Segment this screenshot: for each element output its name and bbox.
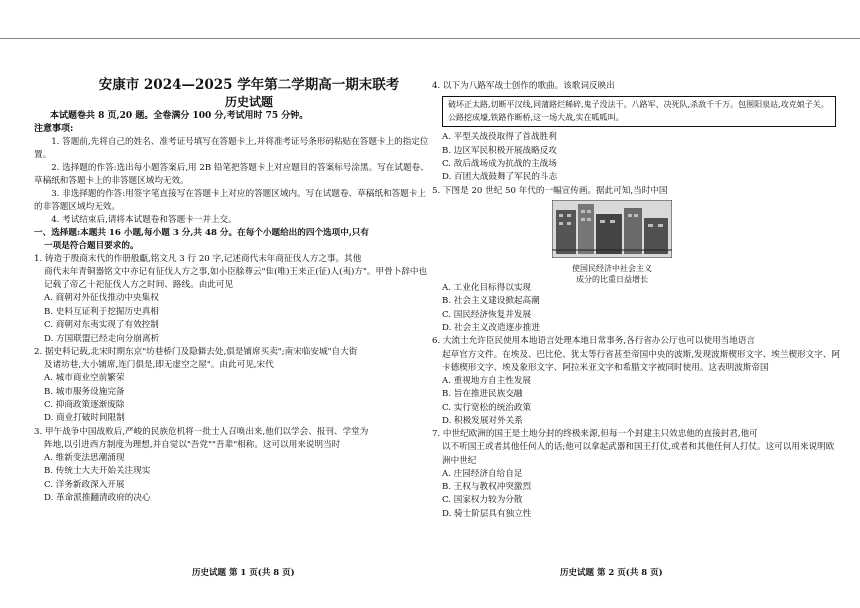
question-stem-cont: 阵地,以引进西方制度为理想,并自觉以"吾党""吾辈"相称。这可以用来说明当时 (44, 439, 341, 450)
question-stem: 7. 中世纪欧洲的国王是土地分封的终极来源,但每一个封建主只效忠他的直接封君,他可 (432, 429, 758, 440)
top-rule (0, 38, 860, 39)
question-stem: 1. 铸造于殷商末代的作册般甗,铭文凡 3 行 20 字,记述商代末年商征伐人方之事。其他 (34, 254, 362, 264)
option-a: A. 城市商业空前繁荣 (44, 373, 125, 384)
notice-item: 2. 选择题的作答:选出每小题答案后,用 2B 铅笔把答题卡上对应题目的答案标号涂黑。写在试题卷、草稿纸和答题卡上的非答题区域均无效。 (34, 163, 429, 186)
question-stem: 3. 甲午战争中国战败后,严峻的民族危机将一批士人召唤出来,他们以学会、报刊、学堂为 (34, 426, 369, 437)
question-stem: 6. 大流士允许臣民使用本地语言处理本地日常事务,各行省办公厅也可以使用当地语言 (432, 336, 756, 347)
option-a: A. 工业化目标得以实现 (442, 282, 532, 293)
option-c: C. 商朝对东夷实现了有效控制 (44, 320, 159, 331)
notice-item: 1. 答题前,先将自己的姓名、准考证号填写在答题卡上,并将准考证号条形码粘贴在答题卡上的指定位置。 (34, 137, 429, 160)
option-b: B. 传统士大夫开始关注现实 (44, 466, 151, 477)
page-footer-left: 历史试题 第 1 页(共 8 页) (192, 568, 295, 578)
option-a: A. 庄园经济自给自足 (442, 468, 523, 479)
page-2-column (432, 80, 842, 521)
question-stem-cont: 以不听国王或者其他任何人的话;他可以拿起武器和国王打仗,或者和其他任何人打仗。这可以用来说明欧洲中世纪 (442, 442, 835, 466)
exam-subtitle: 历史试题 (224, 95, 273, 109)
question-stem: 4. 以下为八路军战士创作的歌曲。该歌词反映出 (432, 81, 615, 91)
option-b: B. 城市服务设施完备 (44, 386, 125, 397)
question-stem-cont: 及诸坊巷,大小铺席,连门俱是,即无虚空之屋"。由此可见,宋代 (44, 360, 274, 370)
option-a: A. 平型关战役取得了首战胜利 (442, 132, 557, 143)
option-d: D. 商业打破时间限制 (44, 413, 125, 424)
option-c: C. 敌后战场成为抗战的主战场 (442, 158, 557, 169)
page-1-column (34, 76, 434, 506)
option-c: C. 洋务新政深入开展 (44, 479, 125, 490)
option-d: D. 骑士阶层具有独立性 (442, 508, 532, 519)
option-b: B. 旨在推进民族交融 (442, 389, 523, 400)
option-a: A. 维新变法思潮涌现 (44, 452, 125, 463)
question-5 (432, 185, 842, 336)
question-stem: 2. 据史料记载,北宋时期东京"坊巷桥门及隐僻去处,俱是铺席买卖";南宋临安城"自大街 (34, 346, 358, 357)
notice-item: 3. 非选择题的作答:用签字笔直接写在答题卡上对应的答题区域内。写在试题卷、草稿纸和答题卡上的非答题区域均无效。 (34, 189, 426, 212)
option-d: D. 百团大战鼓舞了军民的斗志 (442, 172, 558, 183)
question-stem-cont: 商代末年青铜器铭文中亦记有征伐人方之事,如小臣艅尊云"隹(唯)王来正(征)人(夷)方"。甲骨卜辞中也记载了帝乙十祀征伐人方之时间、路线。由此可见 (44, 267, 428, 291)
section-heading: 一、选择题:本题共 16 小题,每小题 3 分,共 48 分。在每个小题给出的四个选项中,只有 一项是符合题目要求的。 (34, 228, 369, 251)
lyrics-box: 破坏正太路,切断平汉线,同蒲路烂稀碎,鬼子没法干。八路军、决死队,杀敌千千万。包围阳泉站,攻克娘子关。公路挖成壕,铁路作断桥,这一场大战,实在呱呱叫。 (442, 96, 836, 127)
option-a: A. 重视地方自主性发展 (442, 375, 532, 386)
exam-meta: 本试题卷共 8 页,20 题。全卷满分 100 分,考试用时 75 分钟。 (50, 111, 309, 121)
question-stem: 5. 下图是 20 世纪 50 年代的一幅宣传画。据此可知,当时中国 (432, 185, 668, 196)
option-b: B. 史料互证利于挖掘历史真相 (44, 306, 159, 317)
option-b: B. 边区军民积极开展战略反攻 (442, 145, 557, 156)
option-d: D. 革命派推翻清政府的决心 (44, 493, 151, 504)
question-7 (432, 428, 842, 521)
option-a: A. 商朝对外征伐推动中央集权 (44, 293, 159, 304)
notice-heading: 注意事项: (34, 124, 74, 134)
poster-caption-1: 使国民经济中社会主义 (572, 263, 652, 273)
question-2 (34, 346, 434, 426)
option-b: B. 社会主义建设掀起高潮 (442, 296, 540, 307)
option-c: C. 国民经济恢复并发展 (442, 309, 532, 320)
option-d: D. 方国联盟已经走向分崩离析 (44, 333, 160, 344)
question-stem-cont: 起草官方文件。在埃及、巴比伦、犹太等行省甚至帝国中央的波斯,发现波斯楔形文字、埃兰楔形文字、阿卡德楔形文字、埃及象形文字、阿拉米亚文字和希腊文字被同时使用。这表明波斯帝国 (442, 349, 841, 373)
question-6 (432, 335, 842, 428)
notice-item: 4. 考试结束后,请将本试题卷和答题卡一并上交。 (51, 215, 237, 225)
propaganda-poster (552, 200, 672, 284)
option-c: C. 抑商政策逐渐废除 (44, 399, 125, 410)
option-c: C. 国家权力较为分散 (442, 495, 523, 506)
question-1 (34, 253, 434, 346)
poster-illustration (552, 200, 672, 258)
option-d: D. 积极发展对外关系 (442, 415, 523, 426)
option-b: B. 王权与教权冲突激烈 (442, 482, 532, 493)
question-4 (432, 80, 842, 185)
exam-title: 安康市 2024—2025 学年第二学期高一期末联考 (98, 77, 400, 93)
poster-caption-2: 成分的比重日益增长 (576, 274, 648, 284)
question-3 (34, 426, 434, 506)
option-d: D. 社会主义改造逐步推进 (442, 323, 540, 334)
page-footer-right: 历史试题 第 2 页(共 8 页) (560, 568, 663, 578)
option-c: C. 实行宽松的统治政策 (442, 402, 532, 413)
